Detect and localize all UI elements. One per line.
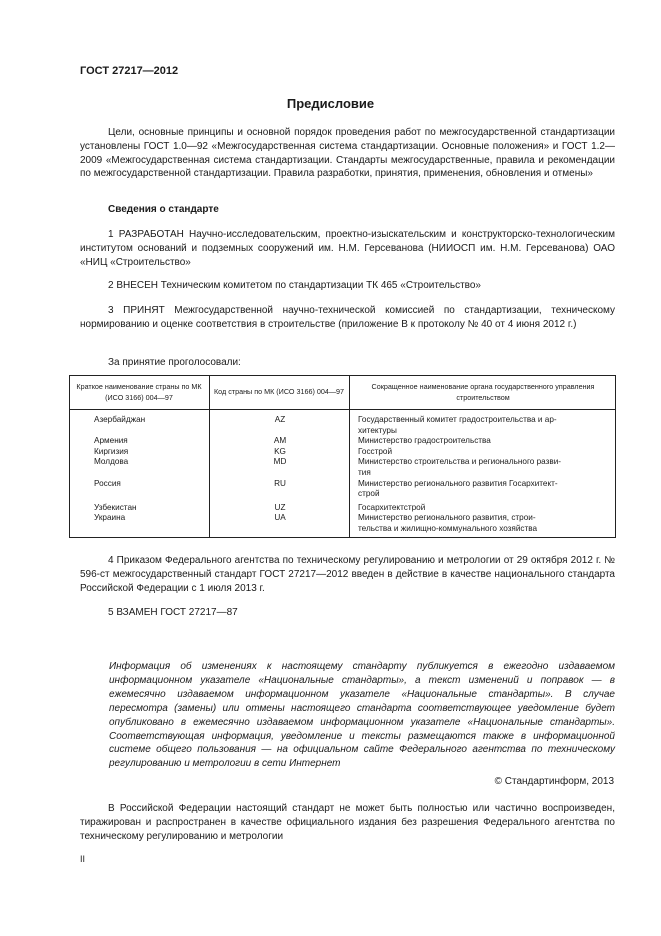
voting-countries-table <box>69 375 616 538</box>
column-divider <box>209 376 210 537</box>
document-code-header: ГОСТ 27217—2012 <box>80 65 179 77</box>
intro-paragraph: Цели, основные принципы и основной порядок проведения работ по межгосударственной стандартизации установлены ГОСТ 1.0—92 «Межгосударственная система стандартизации. Основные положения» и ГОСТ 1.2—2009 «Межгосударственная система стандартизации. Стандарты межгосударственные, правила и рекомендации по межгосударственной стандартизации. Правила разработки, принятия, применения, обновления и отмены» <box>80 127 615 180</box>
item-submitted: 2 ВНЕСЕН Техническим комитетом по стандартизации ТК 465 «Строительство» <box>108 280 481 291</box>
table-cell-country: Молдова <box>94 457 129 467</box>
table-header-row <box>70 376 615 410</box>
item-enacted: 4 Приказом Федерального агентства по техническому регулированию и метрологии от 29 октября 2012 г. № 596-ст межгосударственный стандарт ГОСТ 27217—2012 введен в действие в качестве национального стандарта Российской Федерации с 1 июля 2013 г. <box>80 555 615 594</box>
table-cell-code: AZ <box>274 415 286 424</box>
table-cell-body-line: Министерство регионального развития, строи- <box>358 513 536 523</box>
item-adopted: 3 ПРИНЯТ Межгосударственной научно-технической комиссией по стандартизации, техническому нормированию и оценке соответствия в строительстве (приложение В к протоколу № 40 от 4 июня 2012 г.) <box>80 305 615 330</box>
table-cell-code: UZ <box>274 502 286 512</box>
table-cell-country: Киргизия <box>94 446 129 456</box>
changes-info-notice: Информация об изменениях к настоящему стандарту публикуется в ежегодно издаваемом информационном указателе «Национальные стандарты», а текст изменений и поправок — в ежемесячно издаваемом информационном указателе «Национальные стандарты». В случае пересмотра (замены) или отмены настоящего стандарта соответствующее уведомление будет опубликовано в ежемесячно издаваемом информационном указателе «Национальные стандарты». Соответствующая информация, уведомление и тексты размещаются также в информационной системе общего пользования — на официальном сайте Федерального агентства по техническому регулированию и метрологии в сети Интернет <box>109 661 615 770</box>
table-cell-code: KG <box>274 446 286 456</box>
table-cell-body-line: строй <box>358 489 380 499</box>
table-cell-body-line: Министерство строительства и регионального разви- <box>358 457 562 467</box>
table-cell-country: Армения <box>94 436 128 446</box>
table-cell-body-line: тельства и жилищно-коммунального хозяйства <box>358 524 538 533</box>
table-cell-code: MD <box>273 457 287 467</box>
section-heading: Сведения о стандарте <box>108 204 219 215</box>
header-body: Сокращенное наименование органа государственного управления строительством <box>371 382 595 402</box>
table-cell-body-line: Государственный комитет градостроительства и ар- <box>358 415 557 424</box>
table-cell-country: Азербайджан <box>94 415 146 424</box>
table-cell-body-line: Министерство регионального развития Госархитект- <box>358 478 558 488</box>
table-cell-body-line: хитектуры <box>358 425 397 435</box>
reproduction-rights-notice: В Российской Федерации настоящий стандарт не может быть полностью или частично воспроизведен, тиражирован и распространен в качестве официального издания без разрешения Федерального агентства по техническому регулированию и метрологии <box>80 803 615 842</box>
page-number: II <box>80 854 86 864</box>
table-cell-code: RU <box>274 478 286 488</box>
table-cell-country: Россия <box>94 478 121 488</box>
page-title: Предисловие <box>286 96 375 111</box>
table-cell-country: Украина <box>94 513 126 523</box>
table-cell-country: Узбекистан <box>94 502 137 512</box>
table-cell-body-line: Госстрой <box>358 446 393 456</box>
voted-label: За принятие проголосовали: <box>108 357 241 368</box>
table-cell-body-line: Министерство градостроительства <box>358 436 491 446</box>
header-country: Краткое наименование страны по МК (ИСО 3166) 004—97 <box>76 382 202 402</box>
item-replaces: 5 ВЗАМЕН ГОСТ 27217—87 <box>108 607 238 618</box>
column-divider <box>349 376 350 537</box>
table-cell-body-line: Госархитектстрой <box>358 502 426 512</box>
item-developed: 1 РАЗРАБОТАН Научно-исследовательским, проектно-изыскательским и конструкторско-технологическим институтом оснований и подземных сооружений им. Н.М. Герсеванова (НИИОСП им. Н.М. Герсеванова) ОАО «НИЦ «Строительство» <box>80 229 615 268</box>
copyright-notice: © Стандартинформ, 2013 <box>494 776 614 787</box>
table-cell-code: UA <box>274 513 286 523</box>
table-cell-body-line: тия <box>358 468 371 477</box>
table-cell-code: AM <box>273 436 287 446</box>
header-code: Код страны по МК (ИСО 3166) 004—97 <box>213 387 345 397</box>
